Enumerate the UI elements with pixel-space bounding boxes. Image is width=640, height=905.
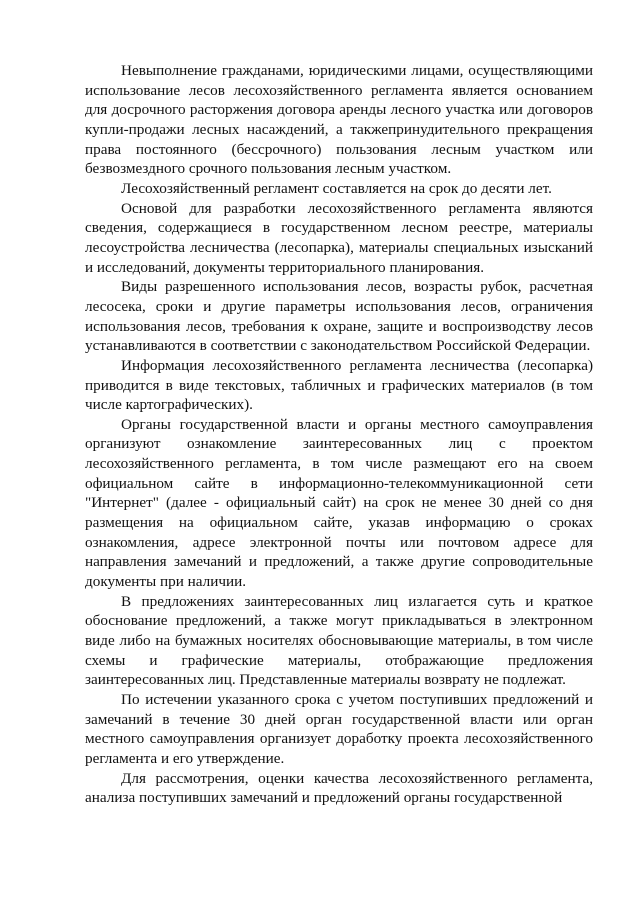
- paragraph-information-form: Информация лесохозяйственного регламента лесничества (лесопарка) приводится в виде текстовых, табличных и графических материалов (в том числе картографических).: [85, 356, 593, 414]
- paragraph-term: Лесохозяйственный регламент составляется на срок до десяти лет.: [121, 179, 552, 197]
- paragraph-basis: Основой для разработки лесохозяйственного регламента являются сведения, содержащиеся в государственном лесном реестре, материалы лесоустройства лесничества (лесопарка), материалы специальных изысканий и исследований, документы территориального планирования.: [85, 199, 593, 276]
- document-page: [85, 61, 593, 808]
- paragraph-usage-types: Виды разрешенного использования лесов, возрасты рубок, расчетная лесосека, сроки и другие параметры использования лесов, ограничения использования лесов, требования к охране, защите и воспроизводству лесов устанавливаются в соответствии с законодательством Российской Федерации.: [85, 278, 593, 355]
- paragraph-quality-assessment: Для рассмотрения, оценки качества лесохозяйственного регламента, анализа поступивших замечаний и предложений органы государственной: [85, 769, 593, 807]
- paragraph-proposals: В предложениях заинтересованных лиц излагается суть и краткое обоснование предложений, а также могут прикладываться в электронном виде либо на бумажных носителях обосновывающие материалы, в том числе схемы и графические материалы, отображающие предложения заинтересованных лиц. Представленные материалы возврату не подлежат.: [85, 592, 593, 689]
- paragraph-revision: По истечении указанного срока с учетом поступивших предложений и замечаний в течение 30 дней орган государственной власти или орган местного самоуправления организует доработку проекта лесохозяйственного регламента и его утверждение.: [85, 691, 593, 767]
- paragraph-public-review: Органы государственной власти и органы местного самоуправления организуют ознакомление заинтересованных лиц с проектом лесохозяйственного регламента, в том числе размещают его на своем официальном сайте в информационно-телекоммуникационной сети "Интернет" (далее - официальный сайт) на срок не менее 30 дней со дня размещения на официальном сайте, указав информацию о сроках ознакомления, адресе электронной почты или почтовом адресе для направления замечаний и предложений, а также другие сопроводительные документы при наличии.: [85, 415, 593, 591]
- paragraph-non-compliance: Невыполнение гражданами, юридическими лицами, осуществляющими использование лесов лесохозяйственного регламента является основанием для досрочного расторжения договора аренды лесного участка или договоров купли-продажи лесных насаждений, а такжепринудительного прекращения права постоянного (бессрочного) пользования лесным участком или безвозмездного срочного пользования лесным участком.: [85, 62, 593, 178]
